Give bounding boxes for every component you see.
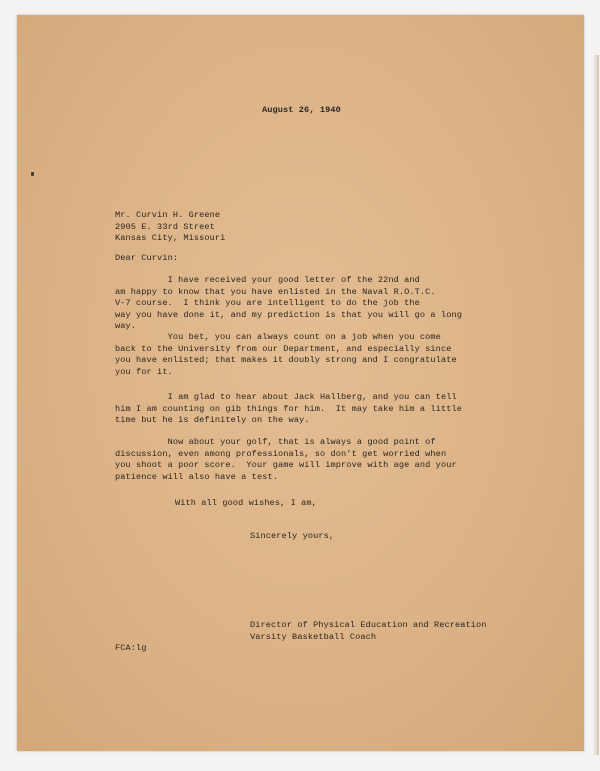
body-line: you have enlisted; that makes it doubly strong and I congratulate [115,355,457,366]
paper-edge-stain [593,55,599,755]
body-paragraph [115,275,462,333]
body-line: patience will also have a test. [115,471,278,482]
signature-title: Director of Physical Education and Recreation [250,620,487,630]
closing-wish: With all good wishes, I am, [175,498,317,508]
recipient-address [115,210,225,245]
body-paragraph [115,437,457,483]
complimentary-close: Sincerely yours, [250,531,335,541]
body-line: Now about your golf, that is always a good point of [115,437,436,447]
body-paragraph [115,332,457,378]
body-line: time but he is definitely on the way. [115,415,310,426]
reference-initials: FCA:lg [115,643,147,653]
address-line: Mr. Curvin H. Greene [115,210,221,220]
body-line: you shoot a poor score. Your game will improve with age and your [115,460,457,471]
address-line: 2905 E. 33rd Street [115,221,215,232]
ink-speck [31,172,34,176]
body-line: V-7 course. I think you are intelligent to do the job the [115,298,420,309]
salutation: Dear Curvin: [115,253,179,263]
signature-block [250,620,487,643]
body-line: You bet, you can always count on a job when you come [115,332,441,342]
letter-date: August 26, 1940 [262,105,341,115]
signature-title: Varsity Basketball Coach [250,631,377,642]
body-line: discussion, even among professionals, so don't get worried when [115,448,447,459]
body-line: him I am counting on gib things for him. It may take him a little [115,403,462,414]
body-line: I am glad to hear about Jack Hallberg, and you can tell [115,392,457,402]
body-line: back to the University from our Department, and especially since [115,343,452,354]
body-paragraph [115,392,462,427]
body-line: way you have done it, and my prediction is that you will go a long [115,309,462,320]
body-line: I have received your good letter of the 22nd and [115,275,420,285]
body-line: way. [115,321,137,332]
address-line: Kansas City, Missouri [115,233,226,244]
body-line: you for it. [115,366,173,377]
body-line: am happy to know that you have enlisted in the Naval R.O.T.C. [115,286,436,297]
